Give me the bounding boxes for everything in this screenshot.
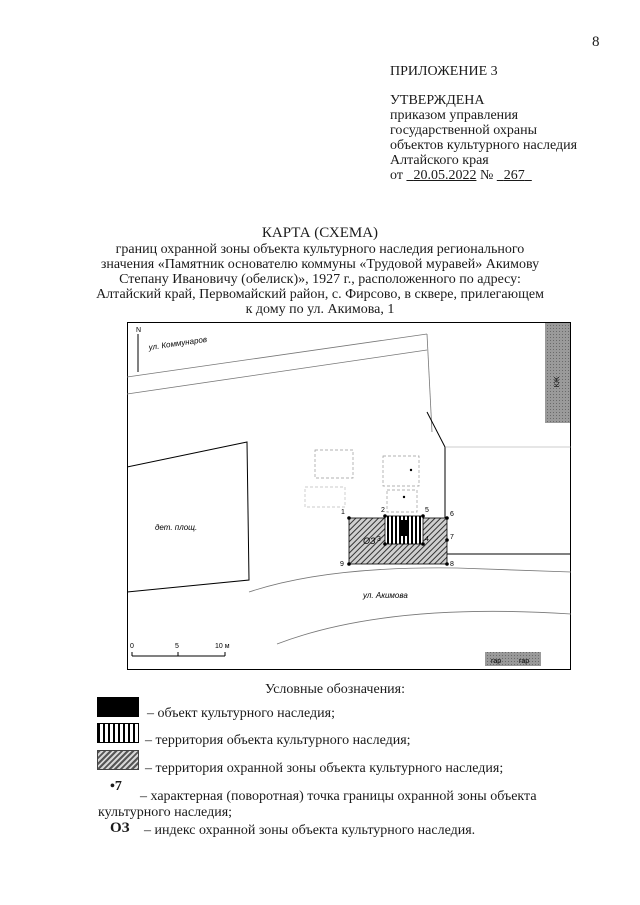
point-label: 4 (425, 536, 429, 543)
approval-line: Алтайского края (390, 153, 489, 168)
tree-mark (410, 469, 412, 471)
point-label: 6 (450, 511, 454, 518)
legend-index-symbol: ОЗ (110, 820, 130, 836)
legend-text: – характерная (поворотная) точка границы охранной зоны объекта (140, 789, 537, 804)
tree-mark (403, 496, 405, 498)
point-label: 3 (377, 536, 381, 543)
legend-text: – объект культурного наследия; (147, 706, 335, 721)
kzh-label: КЖ (554, 376, 561, 388)
boundary-point (421, 514, 425, 518)
legend-title: Условные обозначения: (264, 682, 406, 697)
appendix-label: ПРИЛОЖЕНИЕ 3 (390, 64, 498, 79)
page-number: 8 (592, 34, 600, 50)
point-label: 8 (450, 561, 454, 568)
legend-item (97, 723, 497, 748)
approval-line: объектов культурного наследия (390, 138, 578, 153)
title-line: границ охранной зоны объекта культурного наследия регионального (115, 242, 525, 257)
point-label: 5 (425, 507, 429, 514)
point-label: 7 (450, 534, 454, 541)
map-frame (128, 323, 571, 670)
building-kzh (545, 323, 570, 423)
point-label: 1 (341, 509, 345, 516)
boundary-point (383, 542, 387, 546)
approval-line: государственной охраны (390, 123, 538, 138)
map-heading: КАРТА (СХЕМА) (261, 225, 379, 241)
playground-label: дет. площ. (155, 523, 198, 532)
legend-point-symbol: •7 (110, 779, 122, 794)
number-label: № (479, 168, 494, 183)
legend-territory-swatch (97, 723, 139, 743)
north-label: N (136, 327, 142, 334)
boundary-point (347, 562, 351, 566)
point-label: 9 (340, 561, 344, 568)
street-akimova-label: ул. Акимова (363, 591, 408, 600)
approval-line: приказом управления (390, 108, 519, 123)
approved-label: УТВЕРЖДЕНА (390, 93, 485, 108)
title-line: Степану Ивановичу (обелиск)», 1927 г., расположенного по адресу: (119, 272, 521, 287)
heritage-object (400, 520, 408, 536)
legend-index-item (110, 820, 530, 840)
scale-tick-label: 5 (175, 643, 179, 650)
boundary-point (445, 516, 449, 520)
zone-index-label: ОЗ (363, 536, 376, 546)
legend-item (97, 750, 557, 776)
legend-text: – индекс охранной зоны объекта культурного наследия. (144, 823, 476, 838)
legend-text: – территория охранной зоны объекта культурного наследия; (145, 761, 504, 776)
approval-date-line (390, 168, 577, 183)
title-line: значения «Памятник основателю коммуны «Трудовой муравей» Акимову (100, 257, 540, 272)
scale-tick-label: 0 (130, 643, 134, 650)
from-label: от (390, 168, 403, 183)
title-line: к дому по ул. Акимова, 1 (245, 302, 395, 317)
boundary-point (383, 514, 387, 518)
legend-point-item (98, 779, 600, 820)
garage-label: гар (519, 658, 530, 665)
boundary-point (347, 516, 351, 520)
map-scheme (127, 322, 571, 670)
boundary-point (445, 538, 449, 542)
legend-object-swatch (97, 697, 139, 717)
street-kommunarov-label: ул. Коммунаров (148, 334, 208, 352)
approval-block (390, 64, 577, 183)
boundary-point (445, 562, 449, 566)
map-title (60, 226, 580, 317)
legend-text: – территория объекта культурного наследия; (145, 733, 411, 748)
garage-label: гар (491, 658, 502, 665)
approval-date: 20.05.2022 (413, 168, 477, 183)
approval-number: 267 (503, 168, 525, 183)
legend-zone-swatch (97, 750, 139, 770)
point-label: 2 (381, 507, 385, 514)
legend-text: культурного наследия; (98, 805, 233, 820)
legend-item (97, 697, 497, 719)
title-line: Алтайский край, Первомайский район, с. Фирсово, в сквере, прилегающем (96, 287, 544, 302)
scale-tick-label: 10 м (215, 643, 230, 650)
